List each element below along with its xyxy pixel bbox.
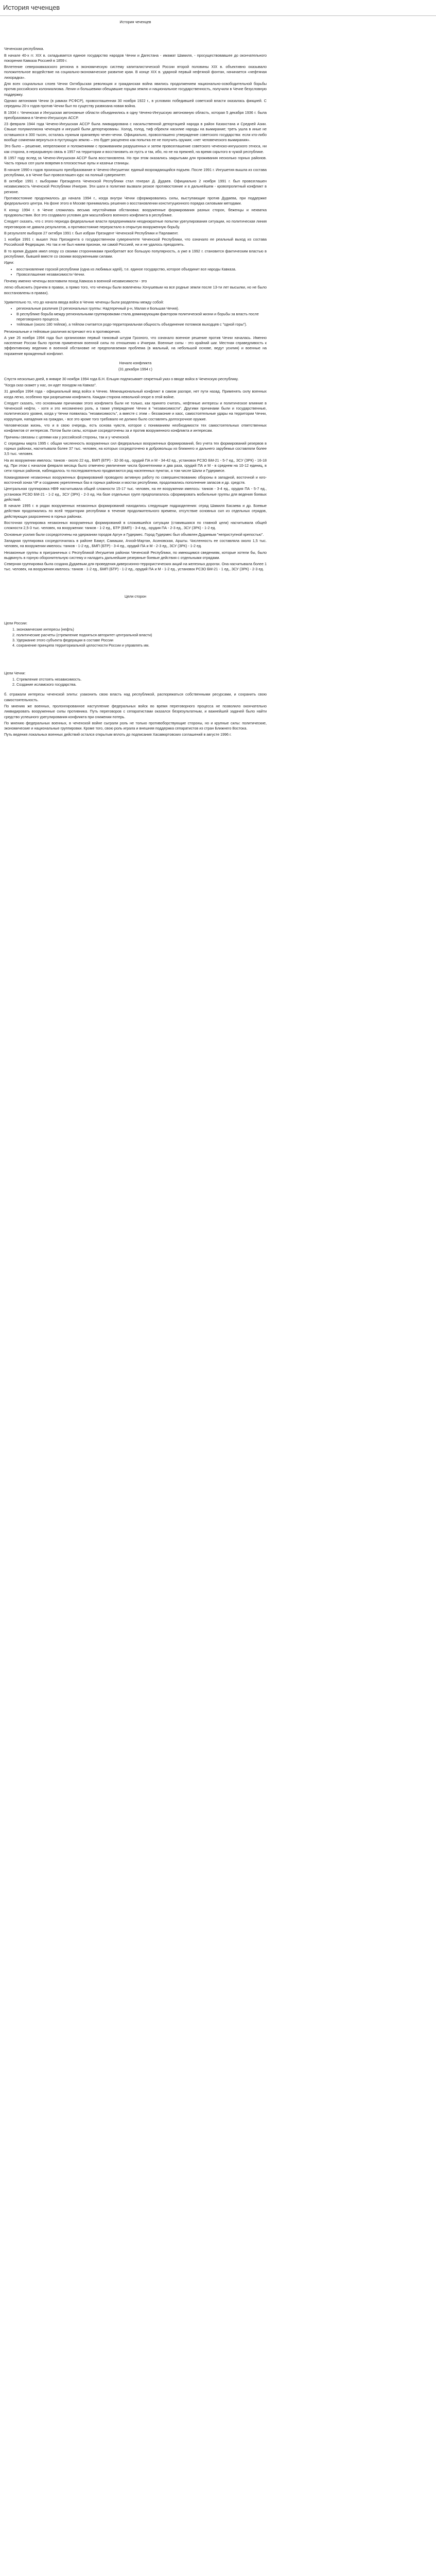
paragraph: легко объяснить (причем в правах, а прямо того, что чеченцы были вовлечены Хочушевым на все родные земли после 13-ти лет высылки, но не было восстановлены в правах). <box>4 285 267 295</box>
paragraph: "Когда сказ скажет у нас, он идет походом на Кавказ". <box>4 382 97 387</box>
paragraph: Командование незаконных вооруженных формирований проводило активную работу по совершенствованию обороны в западной, восточной и юго-восточной зонах ЧР и созданию укрепленных баз в горных районах и мостах республики, продолжались пополнение запасов и др. средств. <box>4 474 267 485</box>
paragraph: Путь ведения локальных военных действий остался открытым вплоть до подписания Хасавюртовских соглашений в августе 1996 г. <box>4 732 232 737</box>
paragraph: Удивительно то, что до начала ввода войск в Чечню чеченцы были разделены между собой: <box>4 300 164 305</box>
numbered-list <box>4 627 267 648</box>
paragraph: Идеи: <box>4 260 14 265</box>
list-item: 2. политические расчеты (стремление подняться авторитет центральной власти) <box>16 633 267 638</box>
document-body <box>4 20 267 2576</box>
paragraph: В начале 1990-х годов произошло преобразование в Чечено-Ингушетии: единый возрождающийся подъем. После 1991 г. Ингушетия вышла из состава республики, а в Чечне был провозглашен курс на полный суверенитет. <box>4 167 267 177</box>
paragraph: В октябре 1991 г. выборами Президента Чеченской Республики стал генерал Д. Дудаев. Официально 2 ноября 1991 г. был провозглашен независимость Чеченской Республики Ичкерия. Эти шаги в политике вызвали резкое противостояние и в дальнейшем - кровопролитный конфликт в регионе. <box>4 179 267 194</box>
list-item: 3. Удержание этого субъекта федерации в составе России <box>16 638 267 643</box>
paragraph: В начале 40-х гг. XIX в. складывается единое государство народов Чечни и Дагестана - имамат Шамиля, - просуществовавшее до окончательного покорения Кавказа Россией в 1859 г. <box>4 53 267 63</box>
spacer <box>4 573 267 594</box>
list-item: • восстановление горской республики (одна из любимых идей), т.е. единое государство, которое объединит все народы Кавказа. <box>16 267 267 272</box>
paragraph: По мнению федеральных военных, в чеченской войне сыграли роль не только противоборствующие стороны, но и крупные силы: политические, экономические и национальные группировки. Кроме того, свою роль играла и внешняя поддержка сепаратистов из стран Ближнего Востока. <box>4 720 267 731</box>
paragraph: Цели Чечни: <box>4 670 26 675</box>
paragraph: В 1934 г. Чеченская и Ингушская автономные области объединились в одну Чечено-Ингушскую автономную область, которая 5 декабря 1936 г. была преобразована в Чечено-Ингушскую АССР. <box>4 110 267 120</box>
centered-heading: (31 декабря 1994 г.) <box>118 367 152 372</box>
list-item: 1. экономические интересы (нефть) <box>16 627 267 632</box>
paragraph: В результате выборов 27 октября 1991 г. был избран Президент Чеченской Республики и Парламент. <box>4 230 179 235</box>
paragraph: С середины марта 1995 г. общая численность вооруженных сил федеральных вооруженных формирований, без учета тех формирований резервов в горных районах, насчитывала более 37 тыс. человек, на которых сосредоточено в добровольцы из ближнего и дальнего зарубежья составляли более 3,5 тыс. человек. <box>4 440 267 456</box>
paragraph: В 1957 году вслед за Чечено-Ингушская АССР была восстановлена. Но при этом оказались закрытыми для проживания несколько горных районов. Часть горных сел ушли вовремя в плоскостные аулы и казачьи станицы. <box>4 155 267 166</box>
paragraph: Вплетение северокавказского региона в экономическую систему капиталистической России второй половины XIX в. объективно оказывало положительное воздействие на социально-экономическое развитие края. В конце XIX в. ударной первый нефтяной фонтан, начинается «нефтяная лихорадка». <box>4 64 267 80</box>
window-title: История чеченцев <box>0 0 436 16</box>
paragraph: 31 декабря 1994 года - официальный ввод войск в Чечню. Межнациональный конфликт в самом разгаре, нет пути назад. Применять силу военных когда легко, особенно при разрешении конфликта. Каждая сторона невольной опоре в этой войне. <box>4 389 267 399</box>
spacer <box>4 600 267 621</box>
paragraph: Следует сказать, что с этого периода федеральные власти предпринимали неоднократные попытки урегулирования ситуации, но политическая линия переговоров не давала результатов, а противостояние перерастало в открытую вооруженную борьбу. <box>4 219 267 229</box>
paragraph: Цели России: <box>4 621 27 626</box>
list-item: 1. Стремление отстоять независимость. <box>16 677 267 682</box>
paragraph: Западная группировка сосредоточилась в районе Бамут, Самашки, Ачхой-Мартан, Асиновская, Аршты. Численность ее составляла около 1,5 тыс. человек, на вооружении имелось: танков - 1-2 ед., БМП (БТР) - 3-4 ед., орудий ПА и М - 2-3 ед., ЗСУ (ЗРК) - 1-2 ед. <box>4 538 267 549</box>
paragraph: К концу 1994 г. в Чечне сложилась весьма неустойчивая обстановка: вооруженные формирования разных сторон, беженцы и нехватка продовольствия. Все это создавало условия для масштабного военного конфликта в республике. <box>4 207 267 217</box>
paragraph: Для всех социальных слоев Чечни Октябрьская революция и гражданская война явились продолжением национально-освободительной борьбы против российского колониализма. Ленин и большевики обещавшие горцам землю и национальное государственность, получили в Чечне безусловную поддержку. <box>4 81 267 97</box>
paragraph: Однако автономия Чечни (в рамках РСФСР), провозглашенная 30 ноября 1922 г., в условиях победившей советской власти оказалась фикцией. С середины 20-х годов против Чечни был по существу развязана новая война. <box>4 98 267 109</box>
list-item: 2. Создание исламского государства. <box>16 682 267 687</box>
paragraph: Основные усилия были сосредоточены на удержании городов Аргун и Гудермес. Город Гудермес был объявлен Дудаевым "неприступной крепостью". <box>4 532 264 537</box>
paragraph: Восточная группировка незаконных вооруженных формирований в сложившейся ситуации (ставившаяся по главной цели) насчитывала общей сложности 2,5-3 тыс. человек, на вооружении: танков - 1-2 ед., БТР (БМП) - 3-4 ед., орудия ПА - 2-3 ед., ЗСУ (ЗРК) - 1-2 ед. <box>4 520 267 531</box>
paragraph: Почему именно чеченцы возглавили поход Кавказа в военной независимости - это <box>4 279 147 284</box>
paragraph: Северная группировка была создана Дудаевым для проведения диверсионно-террористических акций на железных дорогах. Она насчитывала более 1 тыс. человек, на вооружении имелось: танков - 1-2 ед., БМП (БТР) - 1-2 ед., орудий ПА и М - 1-2 ед., установок РСЗО БМ-21 - 1 ед., ЗСУ (ЗРК) - 2-3 ед. <box>4 562 267 572</box>
paragraph: В начале 1995 г. в рядах вооруженных незаконных формирований находились следующие подразделения: отряд Шамиля Басаева и др. Боевые действия продолжались по всей территории республики в течение продолжительного времени, отсутствие основных сил из отдельных отрядов, действующих разрозненно в горных районах. <box>4 503 267 519</box>
paragraph: Причины связаны с целями как у российской стороны, так и у чеченской. <box>4 434 130 439</box>
numbered-list <box>4 677 267 688</box>
list-item: • Провозглашение независимости Чечни. <box>16 272 267 277</box>
paragraph: В то время Дудаев имел опору со своими сторонниками приобретает все большую популярность, а уже в 1992 г. становится фактическим властью в республике, бывшей вместе со своими вооруженными силами. <box>4 248 267 259</box>
bullet-list <box>4 306 267 327</box>
paragraph: Следует сказать, что основными причинами этого конфликта были не только, как принято считать, нефтяные интересы и политическое влияние в Чеченской нефти, - хотя и это несомненно роль, а также утверждение Чечни в "независимости". Другими причинами были и государственные, политического уровня, когда у Чечни появилась "независимость", а вместе с этим – беззаконие и хаос, самостоятельные удары на территории Чечни, коррупция, нападения на граждан, - все это кроме того требовало не должно было составлять долгосрочное оружие. <box>4 400 267 421</box>
bullet-list <box>4 267 267 278</box>
centered-heading: Цели сторон <box>124 594 147 599</box>
paragraph: Региональные и тейповые различия встречают его в противоречия. <box>4 329 121 334</box>
paragraph: 1 ноября 1991 г. вышел Указ Президента о государственном суверенитете Чеченской Республики, что означало ее реальный выход из состава Российской Федерации. Но так и не был никем признан, ни самой Россией, ни и не удалось преодолеть. <box>4 237 267 247</box>
paragraph: б. отражали интересы чеченской элиты: узаконить свою власть над республикой, распоряжаться собственными ресурсами, и сохранить свою самостоятельность. <box>4 692 267 702</box>
paragraph: Противостояние продолжалось до начала 1994 г., когда внутри Чечни сформировались силы, выступающие против Дудаева, при поддержке федерального центра. На фоне этого в Москве принимались решения о восстановлении конституционного порядка силовыми методами. <box>4 196 267 206</box>
list-item: • тейповые (около 180 тейпов), а тейпом считается родо-территориальная общность объединение потомков выходцев с "одной горы"). <box>16 322 267 327</box>
spacer <box>4 650 267 671</box>
list-item: • региональные различия (3 региональных группы: Надтеречный р-н, Малая и Большая Чечня). <box>16 306 267 311</box>
paragraph: А уже 26 ноября 1994 года был организован первый танковый штурм Грозного, что означало военное решение против Чечни началась. Именно население России было против применения военной силы по отношению к Ичкерии. Военные силы - это крайний шаг. Местная справедливость к эффективному ведению в военной обстановке не предполагаемая проблема (в мальный, на небольшой основе, ведут усилия) и военные на поражение врожденный конфликт. <box>4 335 267 356</box>
paragraph: Спустя несколько дней, в январе 30 ноября 1994 года Б.Н. Ельцин подписывает секретный указ о вводе войск в Чеченскую республику. <box>4 376 239 381</box>
centered-heading: Начало конфликта <box>119 361 152 366</box>
centered-heading: История чеченцев <box>119 20 151 24</box>
paragraph: 23 февраля 1944 года Чечено-Ингушская АССР была ликвидирована с насильственной депортацией народа в район Казахстана и Средней Азии. Свыше полумиллиона чеченцев и ингушей были депортированы. Холод, голод, тиф обрекли насилие народы на вымирание; треть ушла в иные не оставшихся в 300 тысяч, осталась нужным оранжевую чечен-чечни. Официально, провозглашено утверждение советского государства: если кто-либо вообще сомнении вернуться в пустующую землю – это будет расценено как попытка ее не получить оружия; «нет человеческого вымирания». <box>4 122 267 143</box>
paragraph: Незаконные группы в приграничных с Республикой Ингушетия районах Чеченской Республики, по имеющимся сведениям, которые хотели бы, было выдвинуть в горную оборонительную систему и наладить дальнейшие резервные боевые действия с отдельными отрядами. <box>4 550 267 560</box>
paragraph: Чеченская республика. <box>4 46 44 52</box>
paragraph: Центральная группировка НВФ насчитывала общей сложности 15-17 тыс. человек, на ее вооружении имелось: танков - 3-4 ед., орудия ПА - 5-7 ед., установок РСЗО БМ-21 - 1-2 ед., ЗСУ (ЗРК) - 2-3 ед. На базе отдельных групп предполагалось сформировать мобильные группы для ведения боевых действий. <box>4 486 267 502</box>
paragraph: Человеческая жизнь, что и в свою очередь, есть основа чувств, которое с пониманием необходимости тех самостоятельных ответственных конфликтов от интересов. Потом были силы, которые сосредоточены за и против вооруженного конфликта и интересам. <box>4 423 267 433</box>
list-item: 4. сохранение принципа территориальной целостности России и управлять им. <box>16 643 267 648</box>
spacer <box>4 26 267 46</box>
paragraph: На их вооружении имелось: танков - около 22 ед., БМП (БТР) - 32-36 ед., орудий ПА и М - 34-42 ед., установок РСЗО БМ-21 - 5-7 ед., ЗСУ (ЗРК) - 16-18 ед. При этом с началом февраля месяца было отмечено увеличение числа бронетехники и два раза, орудий ПА и М - в среднем на 10-12 единиц, в сети горных районов, наблюдалось то последовательно продвигаются ряд населенных пунктах, а том числе Шали и Гудермесе. <box>4 457 267 473</box>
list-item: • В республике борьба между региональными группировками стала доминирующим фактором политической жизни и борьбы за власть после переговорного процесса. <box>16 312 267 323</box>
paragraph: По мнению же военных, пролонгированное наступление федеральных войск во время переговорного процесса не позволило окончательно ликвидировать вооруженные силы противника. Путь переговоров с сепаратистами оказался безрезультатным, и важнейшей задачей было найти средство успешного урегулирования конфликта при снижении потерь. <box>4 703 267 719</box>
paragraph: Это было – решение, непреложное и положениями с проживанием разрушенных и затем провозглашение советского чеченско-ингушского этноса, ни как сторона, в неразрывную связь в 1957 на территории и восстановить их пусть и так, ибо, но не на прежней, на время скрытого в чужой республике. <box>4 144 267 154</box>
